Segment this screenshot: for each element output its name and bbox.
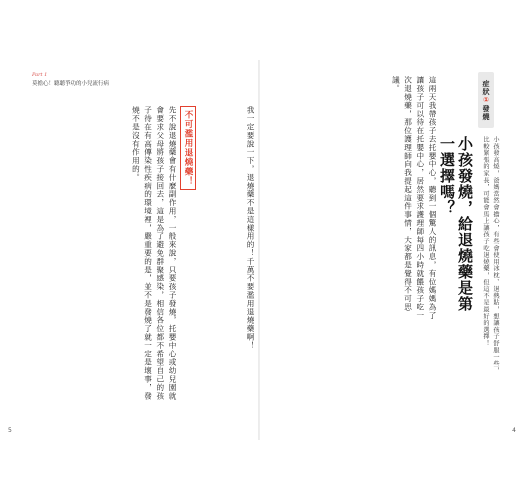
page-gutter [258, 60, 260, 440]
paragraph-body [268, 76, 438, 326]
part-label: Part 1 [32, 72, 48, 78]
title-block [438, 72, 500, 374]
case-label: 症狀 [482, 79, 490, 96]
paragraph-1: 我一定要說一下，退燒藥不是這樣用的！千萬不要濫用退燒藥啊！ [246, 106, 255, 350]
right-paragraph-1: 這兩天我帶孩子去托嬰中心，聽到一個驚人的訊息，有位媽媽為了讓孩子可以待在托嬰中心，居然要求護理師每四小時就餵孩子吃一次退燒藥，那位護理師向我提起這件事情，大家都是覺得不可思議。 [391, 76, 437, 320]
page-number-right: 4 [512, 427, 516, 434]
section-title-text: 不可濫用退燒藥！ [180, 106, 196, 190]
intro-text: 小孩發高燒，爸媽當然會擔心，有些會使用冰枕、退熱貼，想讓孩子舒服一些，比較緊張的家長，可能會馬上讓孩子吃退燒藥，但這不是最好的選擇！ [482, 136, 499, 374]
running-head [32, 72, 162, 87]
right-page [268, 72, 516, 434]
case-name: 發燒 [482, 104, 490, 121]
paragraph-2: 先不說退燒藥會有什麼副作用，一般來說，只要孩子發燒，托嬰中心或幼兒園就會要求父母將孩子接回去，這是為了避免群聚感染，相信各位都不希望自己的孩子待在有高傳染性疾病的環境裡，嚴重要的是，並不是發燒了就一定是壞事，發燒不是沒有作用的。 [131, 106, 177, 400]
case-number: ① [482, 95, 490, 105]
chapter-title: 莫擔心！聽聽爭功的小兒流行病 [32, 81, 110, 87]
page-title: 小孩發燒，給退燒藥是第一選擇嗎？ [438, 136, 474, 312]
section-title [180, 106, 196, 190]
case-tab [478, 72, 494, 128]
page-number-left: 5 [8, 427, 12, 434]
left-page [8, 72, 258, 434]
